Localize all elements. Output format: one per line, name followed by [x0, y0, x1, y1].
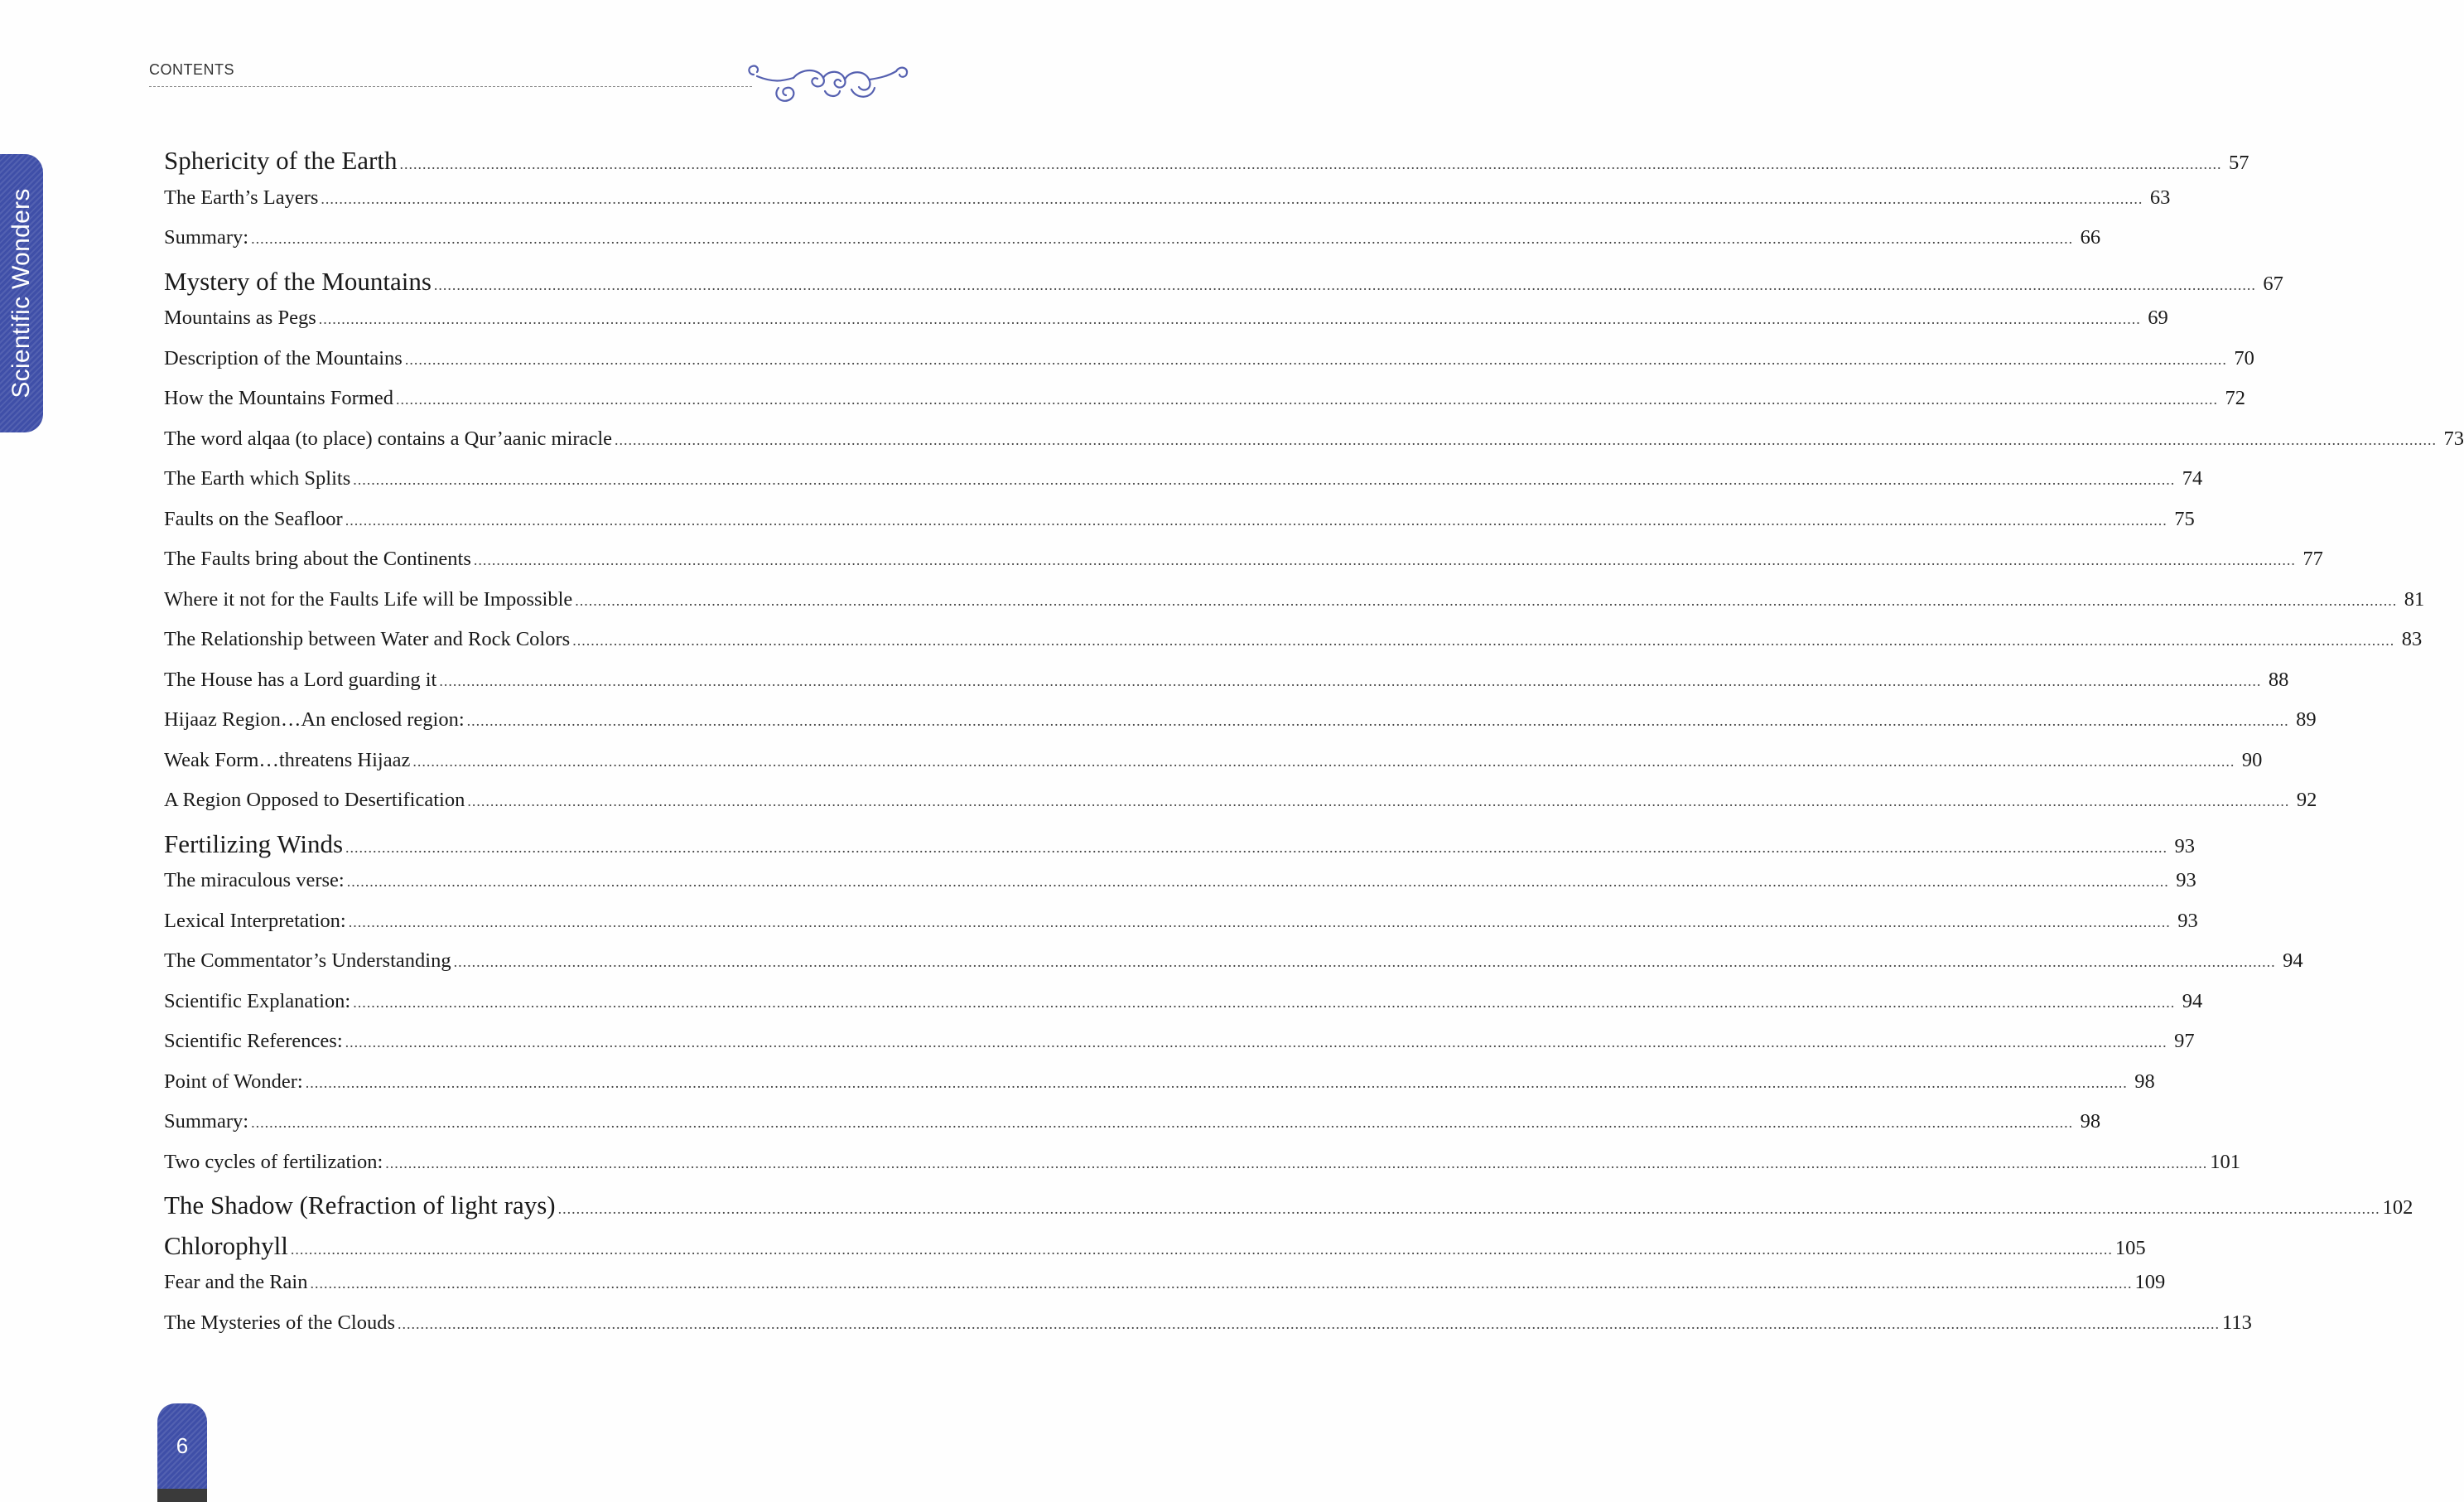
toc-entry-page: 75: [2174, 507, 2195, 530]
toc-entry-page: 83: [2401, 628, 2423, 650]
toc-entry: [164, 708, 2317, 749]
toc-entry-title: The Earth’s Layers: [164, 186, 319, 209]
toc-leader-dots: ................................................................................................................................................................................................................................................................................................................................................................................................................: [353, 993, 2176, 1011]
toc-entry-page: 67: [2263, 272, 2283, 295]
scroll-ornament-icon: [745, 58, 911, 109]
toc-leader-dots: ................................................................................................................................................................................................................................................................................................................................................................................................................: [575, 592, 2398, 609]
toc-entry-page: 57: [2229, 152, 2249, 174]
toc-entry-title: The Faults bring about the Continents: [164, 548, 471, 570]
toc-entry-title: Chlorophyll: [164, 1230, 288, 1260]
toc-entry-title: The Commentator’s Understanding: [164, 949, 451, 972]
toc-leader-dots: ................................................................................................................................................................................................................................................................................................................................................................................................................: [572, 632, 2395, 649]
toc-entry: [164, 1030, 2195, 1070]
toc-entry-title: Sphericity of the Earth: [164, 146, 398, 175]
toc-leader-dots: ................................................................................................................................................................................................................................................................................................................................................................................................................: [251, 1114, 2074, 1131]
toc-leader-dots: ................................................................................................................................................................................................................................................................................................................................................................................................................: [310, 1275, 2133, 1292]
toc-entry: [164, 789, 2317, 829]
toc-entry-page: 92: [2296, 789, 2317, 811]
toc-leader-dots: ................................................................................................................................................................................................................................................................................................................................................................................................................: [399, 156, 2222, 172]
toc-leader-dots: ................................................................................................................................................................................................................................................................................................................................................................................................................: [466, 712, 2289, 729]
toc-entry-title: Summary:: [164, 226, 249, 249]
toc-leader-dots: ................................................................................................................................................................................................................................................................................................................................................................................................................: [439, 672, 2262, 689]
toc-list: [164, 146, 2464, 1351]
toc-entry: [164, 989, 2203, 1031]
toc-entry-page: 77: [2302, 548, 2323, 570]
toc-leader-dots: ................................................................................................................................................................................................................................................................................................................................................................................................................: [345, 511, 2167, 529]
toc-entry: [164, 467, 2203, 508]
toc-leader-dots: ................................................................................................................................................................................................................................................................................................................................................................................................................: [473, 552, 2296, 568]
toc-entry: [164, 387, 2245, 427]
toc-leader-dots: ................................................................................................................................................................................................................................................................................................................................................................................................................: [251, 230, 2074, 247]
toc-leader-dots: ................................................................................................................................................................................................................................................................................................................................................................................................................: [398, 1315, 2220, 1332]
toc-leader-dots: ................................................................................................................................................................................................................................................................................................................................................................................................................: [467, 793, 2290, 809]
toc-entry: [164, 1150, 2241, 1191]
toc-entry-title: Fertilizing Winds: [164, 828, 344, 858]
page-number-tab: [157, 1403, 207, 1502]
side-tab-label: Scientific Wonders: [7, 188, 35, 398]
toc-entry-page: 93: [2177, 909, 2198, 932]
toc-entry: [164, 949, 2303, 990]
toc-entry-page: 63: [2149, 186, 2171, 209]
toc-entry-page: 93: [2174, 834, 2196, 857]
toc-entry-page: 90: [2241, 748, 2263, 771]
toc-entry-title: Lexical Interpretation:: [164, 909, 346, 932]
toc-leader-dots: ................................................................................................................................................................................................................................................................................................................................................................................................................: [395, 391, 2218, 408]
toc-leader-dots: ................................................................................................................................................................................................................................................................................................................................................................................................................: [353, 471, 2176, 488]
toc-entry-title: The Shadow (Refraction of light rays): [164, 1190, 556, 1219]
toc-entry-title: Weak Form…threatens Hijaaz: [164, 748, 411, 771]
toc-entry: [164, 226, 2101, 267]
header-title: CONTENTS: [149, 61, 234, 78]
toc-leader-dots: ................................................................................................................................................................................................................................................................................................................................................................................................................: [348, 913, 2171, 930]
toc-leader-dots: ................................................................................................................................................................................................................................................................................................................................................................................................................: [305, 1074, 2128, 1091]
toc-entry-page: 89: [2296, 708, 2317, 731]
toc-leader-dots: ................................................................................................................................................................................................................................................................................................................................................................................................................: [557, 1200, 2380, 1217]
toc-entry-page: 109: [2134, 1271, 2166, 1293]
toc-entry-page: 113: [2222, 1311, 2252, 1334]
toc-entry-title: Scientific References:: [164, 1030, 343, 1052]
toc-entry: [164, 548, 2323, 588]
toc-entry: [164, 507, 2195, 548]
toc-entry: [164, 1190, 2413, 1231]
toc-entry-page: 105: [2114, 1236, 2146, 1259]
toc-leader-dots: ................................................................................................................................................................................................................................................................................................................................................................................................................: [453, 954, 2276, 970]
toc-entry: [164, 427, 2464, 468]
toc-entry-title: The Mysteries of the Clouds: [164, 1311, 395, 1334]
toc-entry-title: Where it not for the Faults Life will be Impossible: [164, 587, 573, 611]
toc-leader-dots: ................................................................................................................................................................................................................................................................................................................................................................................................................: [345, 838, 2168, 856]
toc-entry-title: Description of the Mountains: [164, 346, 403, 369]
toc-entry: [164, 748, 2263, 790]
side-tab: [0, 154, 43, 432]
toc-entry-title: Scientific Explanation:: [164, 989, 351, 1012]
toc-entry: [164, 828, 2196, 870]
toc-entry: [164, 1070, 2155, 1111]
toc-entry-title: Mystery of the Mountains: [164, 266, 432, 296]
header-rule: [149, 86, 752, 87]
toc-entry-page: 88: [2268, 668, 2289, 691]
toc-entry-page: 72: [2225, 387, 2245, 409]
toc-entry: [164, 1230, 2146, 1272]
toc-entry-title: A Region Opposed to Desertification: [164, 789, 465, 811]
toc-entry-page: 98: [2080, 1110, 2101, 1133]
toc-entry-page: 74: [2182, 467, 2203, 490]
toc-entry-title: The Earth which Splits: [164, 467, 351, 490]
toc-entry: [164, 668, 2289, 709]
toc-leader-dots: ................................................................................................................................................................................................................................................................................................................................................................................................................: [290, 1240, 2113, 1258]
toc-entry-title: The House has a Lord guarding it: [164, 668, 437, 691]
toc-leader-dots: ................................................................................................................................................................................................................................................................................................................................................................................................................: [321, 190, 2143, 207]
toc-entry-page: 81: [2404, 587, 2425, 611]
toc-entry-page: 102: [2382, 1196, 2413, 1219]
toc-entry: [164, 1311, 2252, 1352]
toc-leader-dots: ................................................................................................................................................................................................................................................................................................................................................................................................................: [318, 311, 2141, 327]
toc-entry-page: 94: [2182, 989, 2203, 1012]
toc-entry-title: The miraculous verse:: [164, 869, 345, 891]
toc-entry-title: Mountains as Pegs: [164, 307, 316, 329]
toc-entry-page: 66: [2080, 226, 2101, 249]
toc-entry-title: Hijaaz Region…An enclosed region:: [164, 708, 465, 731]
toc-entry-page: 69: [2148, 307, 2168, 329]
toc-leader-dots: ................................................................................................................................................................................................................................................................................................................................................................................................................: [345, 1034, 2167, 1050]
toc-entry-title: The Relationship between Water and Rock Colors: [164, 628, 571, 650]
toc-entry: [164, 307, 2168, 347]
toc-leader-dots: ................................................................................................................................................................................................................................................................................................................................................................................................................: [412, 752, 2235, 770]
toc-entry: [164, 186, 2171, 227]
page-tab-bar: [157, 1489, 207, 1502]
toc-entry: [164, 266, 2283, 307]
toc-entry-title: How the Mountains Formed: [164, 387, 393, 409]
toc-entry-page: 97: [2174, 1030, 2195, 1052]
toc-entry: [164, 628, 2423, 669]
toc-entry-page: 93: [2176, 869, 2196, 891]
toc-entry: [164, 146, 2249, 186]
toc-leader-dots: ................................................................................................................................................................................................................................................................................................................................................................................................................: [615, 431, 2437, 448]
toc-entry-page: 73: [2443, 427, 2464, 450]
toc-entry-title: Fear and the Rain: [164, 1271, 308, 1293]
toc-entry: [164, 909, 2198, 950]
toc-entry: [164, 869, 2196, 910]
toc-leader-dots: ................................................................................................................................................................................................................................................................................................................................................................................................................: [346, 873, 2169, 890]
toc-entry-page: 101: [2210, 1150, 2241, 1173]
toc-entry-page: 94: [2283, 949, 2303, 972]
toc-leader-dots: ................................................................................................................................................................................................................................................................................................................................................................................................................: [433, 276, 2256, 293]
toc-entry-title: Two cycles of fertilization:: [164, 1150, 383, 1173]
toc-entry-title: Point of Wonder:: [164, 1070, 303, 1093]
toc-leader-dots: ................................................................................................................................................................................................................................................................................................................................................................................................................: [404, 350, 2227, 368]
page-number: 6: [176, 1433, 189, 1458]
toc-entry: [164, 346, 2254, 388]
toc-entry: [164, 1110, 2101, 1151]
toc-entry-title: Faults on the Seafloor: [164, 507, 343, 530]
toc-entry-title: The word alqaa (to place) contains a Qur’aanic miracle: [164, 427, 612, 450]
toc-entry-page: 70: [2234, 346, 2254, 369]
toc-entry: [164, 1271, 2166, 1311]
toc-leader-dots: ................................................................................................................................................................................................................................................................................................................................................................................................................: [385, 1154, 2208, 1171]
toc-entry-page: 98: [2134, 1070, 2155, 1093]
toc-entry: [164, 587, 2425, 629]
toc-entry-title: Summary:: [164, 1110, 249, 1133]
